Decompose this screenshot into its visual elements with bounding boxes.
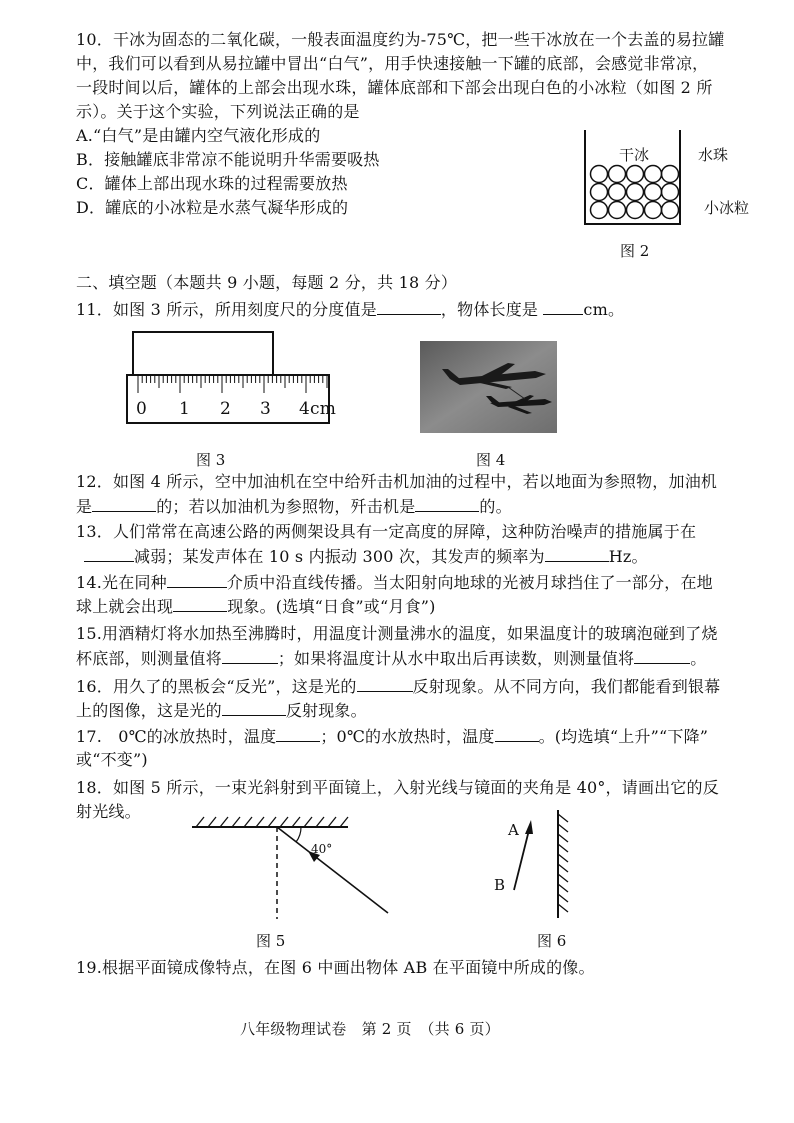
figure-4-refueling-photo	[420, 341, 557, 433]
q10-stem-line-4: 示）。关于这个实验，下列说法正确的是	[76, 102, 360, 121]
q14-line-2	[76, 594, 436, 619]
q16-blank-1[interactable]	[357, 674, 413, 692]
ruler-label-2: 2	[220, 399, 232, 419]
figure-3-caption: 图 3	[196, 451, 226, 469]
q13-line-2	[84, 544, 648, 569]
q14-text-3: 球上就会出现	[76, 597, 174, 616]
q16-text-2: 反射现象。从不同方向，我们都能看到银幕	[412, 677, 721, 696]
q11-blank-length[interactable]	[543, 297, 583, 315]
q14-text-4: 现象。(选填“日食”或“月食”)	[227, 597, 436, 616]
figure-5-caption: 图 5	[256, 932, 286, 950]
q15-line-2	[76, 646, 706, 671]
figure-6-label-a: A	[508, 821, 519, 839]
q16-text-3: 上的图像，这是光的	[76, 701, 222, 720]
q18-line-1: 18．如图 5 所示，一束光斜射到平面镜上，入射光线与镜面的夹角是 40°，请画出它的反	[76, 778, 719, 797]
q15-text-2: ；如果将温度计从水中取出后再读数，则测量值将	[277, 649, 635, 668]
figure-2-caption: 图 2	[620, 242, 650, 260]
q15-blank-1[interactable]	[222, 646, 278, 664]
q12-line-1: 12．如图 4 所示，空中加油机在空中给歼击机加油的过程中，若以地面为参照物，加油机	[76, 472, 718, 491]
q10-stem-line-1: 10．干冰为固态的二氧化碳，一般表面温度约为-75℃，把一些干冰放在一个去盖的易拉罐	[76, 30, 725, 49]
q11-text-3: cm。	[583, 300, 625, 319]
q17-text-2: ；0℃的水放热时，温度	[320, 727, 495, 746]
q17-blank-2[interactable]	[495, 724, 539, 742]
q16-blank-2[interactable]	[222, 698, 286, 716]
q15-text-3: 。	[690, 649, 707, 668]
q12-text-3: 的。	[479, 497, 512, 516]
q10-stem-line-2: 中，我们可以看到从易拉罐中冒出“白气”，用手快速接触一下罐的底部，会感觉非常凉，	[76, 54, 709, 73]
q14-text-2: 介质中沿直线传播。当太阳射向地球的光被月球挡住了一部分，在地	[226, 573, 713, 592]
q16-line-1	[76, 674, 720, 699]
figure-2-label-ice: 小冰粒	[704, 199, 750, 217]
q18-line-2: 射光线。	[76, 802, 141, 821]
ruler-label-4cm: 4cm	[299, 399, 337, 419]
ruler-label-1: 1	[179, 399, 191, 419]
figure-6-label-b: B	[494, 876, 506, 894]
q17-blank-1[interactable]	[276, 724, 320, 742]
figure-5-mirror-diagram	[190, 815, 400, 920]
q13-text-2: Hz。	[608, 547, 648, 566]
section-2-header: 二、填空题（本题共 9 小题，每题 2 分，共 18 分）	[76, 273, 458, 292]
page-footer: 八年级物理试卷 第 2 页 （共 6 页）	[240, 1020, 500, 1038]
q10-option-a: A.“白气”是由罐内空气液化形成的	[76, 126, 321, 145]
q12-text-1: 是	[76, 497, 93, 516]
figure-2-label-water: 水珠	[698, 146, 729, 164]
q14-line-1	[76, 570, 713, 595]
q16-line-2	[76, 698, 367, 723]
q15-blank-2[interactable]	[634, 646, 690, 664]
figure-2-label-dry-ice: 干冰	[619, 146, 650, 164]
q19-line: 19.根据平面镜成像特点，在图 6 中画出物体 AB 在平面镜中所成的像。	[76, 958, 595, 977]
q14-text-1: 14.光在同种	[76, 573, 167, 592]
figure-5-angle-label: 40°	[311, 842, 333, 856]
q17-text-1: 17. 0℃的冰放热时，温度	[76, 727, 277, 746]
q15-line-1: 15.用酒精灯将水加热至沸腾时，用温度计测量沸水的温度，如果温度计的玻璃泡碰到了烧	[76, 624, 718, 643]
figure-4-caption: 图 4	[476, 451, 506, 469]
q14-blank-2[interactable]	[173, 594, 227, 612]
q10-option-b: B．接触罐底非常凉不能说明升华需要吸热	[76, 150, 380, 169]
q17-line-2: 或“不变”)	[76, 750, 148, 769]
ruler-label-3: 3	[260, 399, 272, 419]
q12-line-2	[76, 494, 512, 519]
q16-text-1: 16．用久了的黑板会“反光”，这是光的	[76, 677, 357, 696]
q10-option-c: C．罐体上部出现水珠的过程需要放热	[76, 174, 348, 193]
q12-text-2: 的；若以加油机为参照物，歼击机是	[156, 497, 416, 516]
figure-6-caption: 图 6	[537, 932, 567, 950]
q13-blank-2[interactable]	[545, 544, 609, 562]
q12-blank-2[interactable]	[415, 494, 479, 512]
q12-blank-1[interactable]	[92, 494, 156, 512]
q17-text-3: 。(均选填“上升”“下降”	[538, 727, 709, 746]
q11-line	[76, 297, 624, 322]
q13-line-1: 13．人们常常在高速公路的两侧架设具有一定高度的屏障，这种防治噪声的措施属于在	[76, 522, 697, 541]
q10-stem-line-3: 一段时间以后，罐体的上部会出现水珠，罐体底部和下部会出现白色的小冰粒（如图 2 所	[76, 78, 713, 97]
q16-text-4: 反射现象。	[285, 701, 367, 720]
q13-blank-1[interactable]	[84, 544, 134, 562]
q11-blank-division[interactable]	[377, 297, 441, 315]
q11-text-2: ，物体长度是	[440, 300, 539, 319]
q15-text-1: 杯底部，则测量值将	[76, 649, 222, 668]
q11-text-1: 11．如图 3 所示，所用刻度尺的分度值是	[76, 300, 377, 319]
ruler-label-0: 0	[136, 399, 148, 419]
q13-text-1: 减弱；某发声体在 10 s 内振动 300 次，其发声的频率为	[134, 547, 545, 566]
q14-blank-1[interactable]	[167, 570, 227, 588]
q17-line-1	[76, 724, 708, 749]
q10-option-d: D．罐底的小冰粒是水蒸气凝华形成的	[76, 198, 349, 217]
